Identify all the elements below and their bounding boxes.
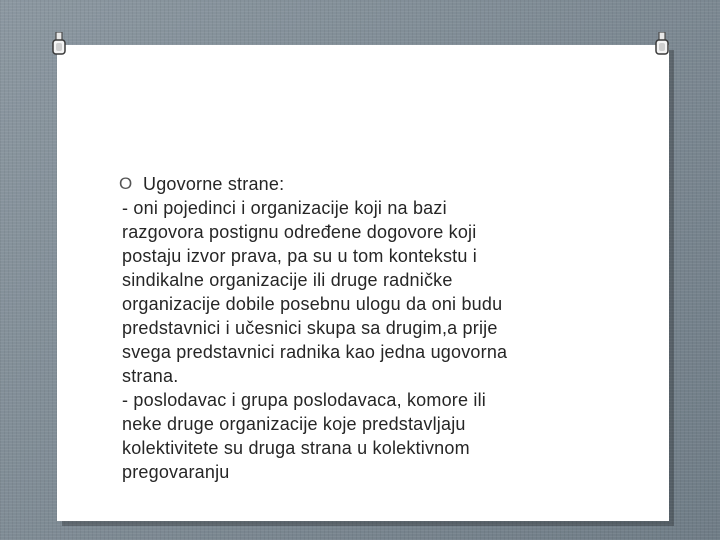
paragraph-2: - poslodavac i grupa poslodavaca, komore ili neke druge organizacije koje predstavljaju kolektivitete su druga strana u kolektivnom pregovaranju (122, 390, 486, 482)
pin-icon (653, 32, 671, 58)
slide-body (119, 172, 599, 484)
paragraph-1: - oni pojedinci i organizacije koji na bazi razgovora postignu određene dogovore koji postaju izvor prava, pa su u tom kontekstu i sindikalne organizacije ili druge radničke organizacije dobile posebnu ulogu da oni budu predstavnici i učesnici skupa sa drugim,a prije svega predstavnici radnika kao jedna ugovorna strana. (122, 198, 508, 386)
pin-icon (50, 32, 68, 58)
bullet-marker: O (119, 174, 133, 193)
bullet-heading: Ugovorne strane: (143, 174, 285, 194)
bullet-item (119, 172, 599, 196)
